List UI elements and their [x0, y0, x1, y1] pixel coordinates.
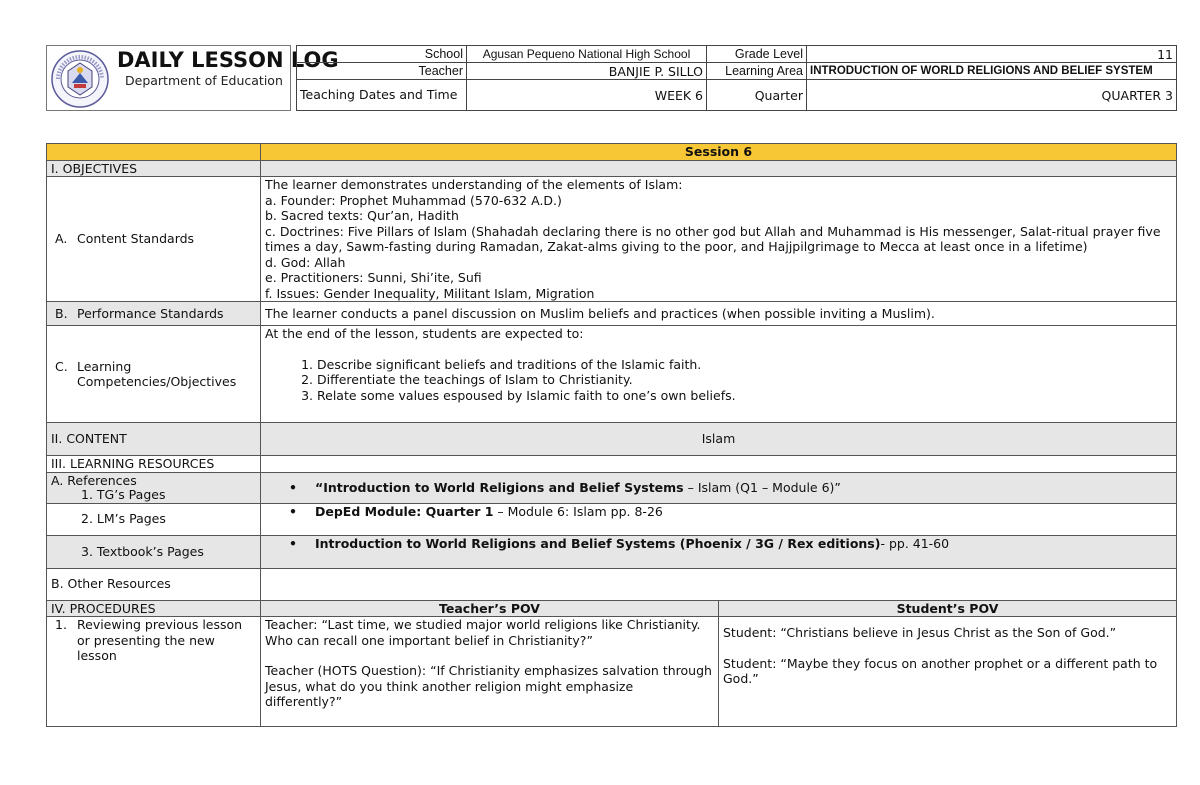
school-label: School — [297, 46, 467, 63]
teacher-line: Teacher (HOTS Question): “If Christianity emphasizes salvation through Jesus, what do you think another religion might emphasize differently?” — [265, 663, 712, 709]
quarter-label: Quarter — [707, 80, 807, 111]
objectives-heading-fill — [261, 160, 1177, 177]
competency-item: 3. Relate some values espoused by Islamic faith to one’s own beliefs. — [317, 388, 1172, 404]
lm-pages-label — [47, 503, 261, 535]
lm-pages-detail: – Module 6: Islam pp. 8-26 — [493, 503, 663, 519]
textbook-pages-body — [261, 535, 1177, 568]
competencies-intro: At the end of the lesson, students are expected to: — [265, 326, 584, 341]
competencies-text: Learning Competencies/Objectives — [77, 358, 237, 389]
performance-standards-body: The learner conducts a panel discussion on Muslim beliefs and practices (when possible inviting a Muslim). — [261, 302, 1177, 326]
content-standards-body — [261, 177, 1177, 302]
textbook-pages-detail: - pp. 41-60 — [880, 535, 950, 551]
other-resources-body — [261, 568, 1177, 600]
competencies-label — [47, 326, 261, 423]
teacher-pov-heading: Teacher’s POV — [261, 600, 719, 617]
content-standards-line: d. God: Allah — [265, 254, 346, 270]
school-value: Agusan Pequeno National High School — [467, 46, 707, 63]
lm-pages-text: 2. LM’s Pages — [81, 511, 166, 527]
teacher-label: Teacher — [297, 63, 467, 80]
content-standards-line: e. Practitioners: Sunni, Shi’ite, Sufi — [265, 270, 482, 285]
competency-item: 1. Describe significant beliefs and traditions of the Islamic faith. — [317, 357, 1172, 373]
tg-pages-title: “Introduction to World Religions and Belief Systems — [315, 479, 684, 495]
content-standards-line: a. Founder: Prophet Muhammad (570-632 A.D.) — [265, 192, 562, 208]
tg-pages-label: 1. TG’s Pages — [81, 486, 166, 502]
teacher-value: BANJIE P. SILLO — [467, 63, 707, 80]
session-corner — [47, 144, 261, 161]
competencies-body — [261, 326, 1177, 423]
textbook-pages-text: 3. Textbook’s Pages — [81, 543, 204, 559]
procedure-step-1-label — [47, 617, 261, 727]
student-line: Student: “Christians believe in Jesus Christ as the Son of God.” — [723, 625, 1117, 640]
tg-pages-body — [261, 472, 1177, 503]
competencies-num: C. — [55, 358, 68, 374]
lm-pages-body — [261, 503, 1177, 535]
content-value: Islam — [261, 423, 1177, 456]
teacher-line: Teacher: “Last time, we studied major world religions like Christianity. Who can recall one important belief in Christianity?” — [265, 617, 701, 648]
deped-seal-icon — [50, 49, 110, 109]
learning-area-value: INTRODUCTION OF WORLD RELIGIONS AND BELIEF SYSTEM — [807, 63, 1177, 80]
references-label — [47, 472, 261, 503]
textbook-pages-label — [47, 535, 261, 568]
bullet-icon: • — [289, 503, 297, 519]
lesson-log-header — [46, 45, 1176, 111]
student-pov-heading: Student’s POV — [719, 600, 1177, 617]
bullet-icon: • — [289, 479, 297, 495]
resources-heading: III. LEARNING RESOURCES — [47, 456, 261, 473]
procedure-step-1-teacher — [261, 617, 719, 727]
procedures-heading: IV. PROCEDURES — [47, 600, 261, 617]
lesson-log-table — [46, 143, 1177, 727]
references-heading: A. References — [51, 472, 137, 488]
bullet-icon: • — [289, 535, 297, 551]
content-standards-line: The learner demonstrates understanding of the elements of Islam: — [265, 177, 683, 192]
performance-standards-label — [47, 302, 261, 326]
learning-area-label: Learning Area — [707, 63, 807, 80]
procedure-step-1-text: Reviewing previous lesson or presenting the new lesson — [77, 617, 243, 663]
performance-standards-text: Performance Standards — [77, 305, 224, 321]
document-title: DAILY LESSON LOG — [117, 48, 339, 72]
lm-pages-title: DepEd Module: Quarter 1 — [315, 503, 494, 519]
info-table — [296, 45, 1177, 111]
textbook-pages-title: Introduction to World Religions and Belief Systems (Phoenix / 3G / Rex editions) — [315, 535, 881, 551]
content-heading: II. CONTENT — [47, 423, 261, 456]
competencies-list — [265, 357, 1172, 404]
grade-level-label: Grade Level — [707, 46, 807, 63]
spacer — [723, 641, 1172, 656]
teaching-dates-value: WEEK 6 — [467, 80, 707, 111]
teaching-dates-label: Teaching Dates and Time — [297, 80, 467, 111]
department-name: Department of Education — [125, 73, 283, 88]
other-resources-label: B. Other Resources — [47, 568, 261, 600]
spacer — [265, 342, 1172, 357]
content-standards-num: A. — [55, 231, 68, 247]
content-standards-line: b. Sacred texts: Qur’an, Hadith — [265, 208, 459, 223]
procedure-step-1-student — [719, 617, 1177, 727]
content-standards-line: f. Issues: Gender Inequality, Militant Islam, Migration — [265, 285, 595, 301]
quarter-value: QUARTER 3 — [807, 80, 1177, 111]
objectives-heading: I. OBJECTIVES — [47, 160, 261, 177]
grade-level-value: 11 — [807, 46, 1177, 63]
logo-box — [46, 45, 339, 111]
student-line: Student: “Maybe they focus on another prophet or a different path to God.” — [723, 655, 1158, 686]
content-standards-line: c. Doctrines: Five Pillars of Islam (Shahadah declaring there is no other god but Allah and Muhammad is His messenger, Salat-ritual prayer five times a day, Sawm-fasting during Ramadan, Zakat-alms giving to the poor, and Hajjpilgrimage to Mecca at least once in a lifetime) — [265, 223, 1161, 254]
procedure-step-1-num: 1. — [55, 617, 67, 632]
performance-standards-num: B. — [55, 305, 68, 321]
tg-pages-detail: – Islam (Q1 – Module 6)” — [683, 479, 841, 495]
content-standards-label — [47, 177, 261, 302]
resources-heading-fill — [261, 456, 1177, 473]
session-title: Session 6 — [261, 144, 1177, 161]
content-standards-text: Content Standards — [77, 231, 195, 247]
spacer — [265, 648, 714, 663]
competency-item: 2. Differentiate the teachings of Islam to Christianity. — [317, 372, 1172, 388]
